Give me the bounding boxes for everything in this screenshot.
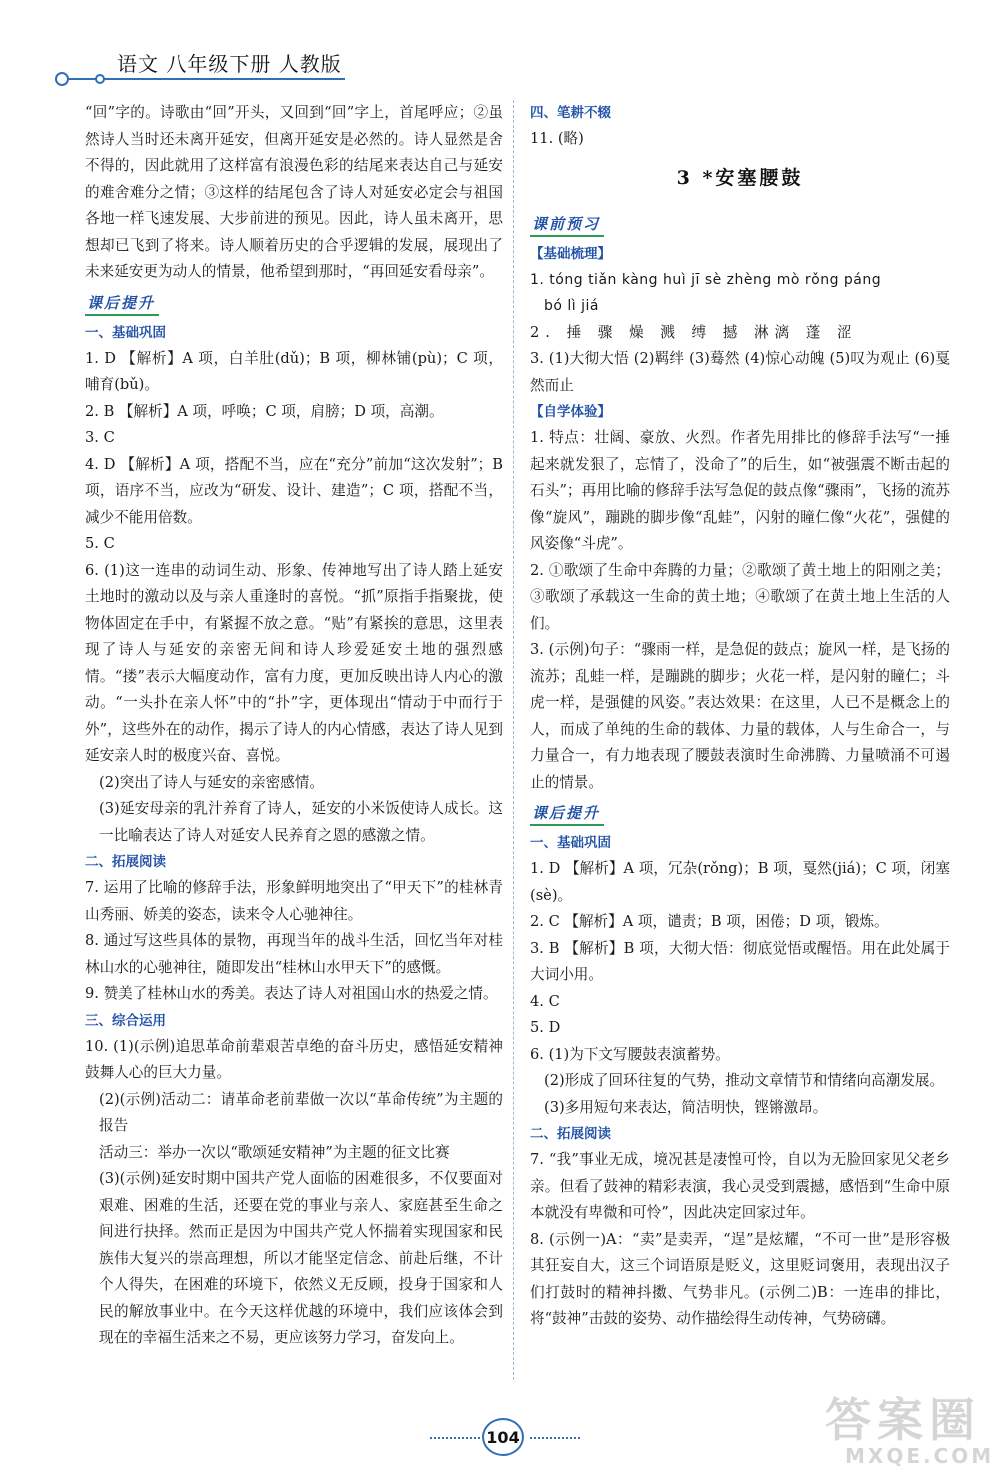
answer-continuation: “回”字的。诗歌由“回”开头，又回到“回”字上，首尾呼应；②虽然诗人当时还未离开延安，但离开延安是必然的。诗人显然是舍不得的，因此就用了这样富有浪漫色彩的结尾来表达自己与延安的难舍难分之情；③这样的结尾包含了诗人对延安必定会与祖国各地一样飞速发展、大步前进的预见。因此，诗人虽未离开，思想却已飞到了将来。诗人顺着历史的合乎逻辑的发展，展现出了未来延安更为动人的情景，他希望到那时，“再回延安看母亲”。 (85, 104, 503, 280)
answer-item: 3. B 【解析】B 项，大彻大悟：彻底觉悟或醒悟。用在此处属于大词小用。 (530, 939, 950, 983)
right-column (530, 100, 950, 1333)
page-number-badge (430, 1418, 580, 1458)
answer-item: 4. D 【解析】A 项，搭配不当，应在“充分”前加“这次发射”；B 项，语序不当，应改为“研发、设计、建造”；C 项，搭配不当，减少不能用倍数。 (85, 455, 503, 526)
dotted-rule (430, 1437, 480, 1439)
answer-item: 5. D (530, 1019, 561, 1036)
answer-item: 5. C (85, 535, 115, 552)
section-title-after-class: 课后提升 (530, 802, 604, 826)
subsection-basic: 一、基础巩固 (530, 835, 611, 851)
subsection-extended-reading: 二、拓展阅读 (85, 854, 166, 870)
subsection-comprehensive: 三、综合运用 (85, 1012, 166, 1029)
answer-item: 2. B 【解析】A 项，呼唤；C 项，肩膀；D 项，高潮。 (85, 402, 444, 420)
site-watermark (825, 1395, 995, 1475)
answer-subitem: (2)突出了诗人与延安的亲密感情。 (99, 773, 324, 791)
header-rule (65, 78, 345, 80)
answer-item: 3. (1)大彻大悟 (2)羁绊 (3)蓦然 (4)惊心动魄 (5)叹为观止 (6)戛然而止 (530, 350, 950, 394)
subsection-extended-reading: 二、拓展阅读 (530, 1126, 611, 1142)
answer-item: 8. (示例一)A：“卖”是卖弄，“逞”是炫耀，“不可一世”是形容极其狂妄自大，这三个词语原是贬义，这里贬词褒用，表现出汉子们打鼓时的精神抖擞、气势非凡。(示例二)B：一连串的排比，将“鼓神”击鼓的姿势、动作描绘得生动传神，气势磅礴。 (530, 1230, 950, 1327)
page-header (55, 40, 355, 90)
answer-item: 2. C 【解析】A 项，谴责；B 项，困倦；D 项，锻炼。 (530, 913, 889, 930)
subsection-basic: 一、基础巩固 (85, 324, 166, 341)
answer-subitem: (3)延安母亲的乳汁养育了诗人，延安的小米饭使诗人成长。这一比喻表达了诗人对延安人民养育之恩的感激之情。 (99, 800, 503, 844)
answer-item: 2. ①歌颂了生命中奔腾的力量；②歌颂了黄土地上的阳刚之美；③歌颂了承载这一生命的黄土地；④歌颂了在黄土地上生活的人们。 (530, 561, 950, 632)
answer-item: 8. 通过写这些具体的景物，再现当年的战斗生活，回忆当年对桂林山水的心驰神往，随即发出“桂林山水甲天下”的感慨。 (85, 932, 503, 976)
answer-subitem: 活动三：举办一次以“歌颂延安精神”为主题的征文比赛 (99, 1143, 450, 1161)
subsection-self-study: 【自学体验】 (530, 404, 611, 420)
answer-item: 7. “我”事业无成，境况甚是凄惶可怜，自以为无脸回家见父老乡亲。但看了鼓神的精彩表演，我心灵受到震撼，感悟到“生命中原本就没有卑微和可怜”，因此决定回家过年。 (530, 1151, 950, 1221)
character-answers: 2. 捶 骤 燥 溅 缚 撼 淋漓 蓬 涩 (530, 323, 858, 341)
answer-item: 1. D 【解析】A 项，白羊肚(dǔ)；B 项，柳林铺(pù)；C 项，哺育(bǔ)。 (85, 349, 503, 393)
chapter-title: 3 *安塞腰鼓 (676, 166, 804, 189)
answer-item: 3. C (85, 429, 115, 446)
watermark-logo-text: 答案圈 (825, 1393, 981, 1447)
section-title-after-class: 课后提升 (85, 292, 159, 316)
header-ornament-dot (95, 74, 105, 84)
pinyin-answers-cont: bó lì jiá (544, 298, 599, 314)
page-number: 104 (482, 1418, 524, 1456)
answer-item: 4. C (530, 992, 560, 1010)
subsection-basic-review: 【基础梳理】 (530, 245, 611, 262)
answer-subitem: (3)(示例)延安时期中国共产党人面临的困难很多，不仅要面对艰难、困难的生活，还要在党的事业与亲人、家庭甚至生命之间进行抉择。然而正是因为中国共产党人怀揣着实现国家和民族伟大复兴的崇高理想，所以才能坚定信念、前赴后继，不计个人得失，在困难的环境下，依然义无反顾，投身于国家和人民的解放事业中。在今天这样优越的环境中，我们应该体会到现在的幸福生活来之不易，更应该努力学习，奋发向上。 (99, 1170, 503, 1346)
answer-item: 9. 赞美了桂林山水的秀美。表达了诗人对祖国山水的热爱之情。 (85, 985, 498, 1002)
answer-subitem: (2)(示例)活动二：请革命老前辈做一次以“革命传统”为主题的报告 (99, 1090, 503, 1134)
subsection-writing: 四、笔耕不辍 (530, 105, 611, 121)
book-title: 语文 八年级下册 人教版 (117, 52, 342, 76)
answer-item: 11. (略) (530, 130, 584, 147)
answer-item: 7. 运用了比喻的修辞手法，形象鲜明地突出了“甲天下”的桂林青山秀丽、娇美的姿态，读来令人心驰神往。 (85, 879, 503, 923)
pinyin-answers: 1. tóng tiǎn kàng huì jī sè zhèng mò rǒng páng (530, 271, 882, 288)
answer-item: 6. (1)这一连串的动词生动、形象、传神地写出了诗人踏上延安土地时的激动以及与亲人重逢时的喜悦。“抓”原指手指聚拢，使物体固定在手中，有紧握不放之意。“贴”有紧挨的意思，这里表现了诗人与延安的亲密无间和诗人珍爱延安土地的强烈感情。“搂”表示大幅度动作，富有力度，更加反映出诗人内心的激动。“一头扑在亲人怀”中的“扑”字，更体现出“情动于中而行于外”，这些外在的动作，揭示了诗人的内心情感，表达了诗人见到延安亲人时的极度兴奋、喜悦。 (85, 561, 503, 764)
answer-item: 10. (1)(示例)追思革命前辈艰苦卓绝的奋斗历史，感悟延安精神鼓舞人心的巨大力量。 (85, 1037, 503, 1081)
left-column (85, 100, 503, 1352)
header-ornament-dot (55, 72, 69, 86)
answer-item: 1. D 【解析】A 项，冗杂(rǒng)；B 项，戛然(jiá)；C 项，闭塞(sè)。 (530, 860, 950, 904)
answer-subitem: (2)形成了回环往复的气势，推动文章情节和情绪向高潮发展。 (544, 1072, 945, 1089)
answer-item: 6. (1)为下文写腰鼓表演蓄势。 (530, 1045, 730, 1063)
answer-item: 1. 特点：壮阔、豪放、火烈。作者先用排比的修辞手法写“一捶起来就发狠了，忘情了，没命了”的后生，如“被强震不断击起的石头”；再用比喻的修辞手法写急促的鼓点像“骤雨”，飞扬的流苏像“旋风”，蹦跳的脚步像“乱蛙”，闪射的瞳仁像“火花”，强健的风姿像“斗虎”。 (530, 429, 950, 552)
answer-subitem: (3)多用短句来表达，简洁明快，铿锵激昂。 (544, 1098, 828, 1116)
watermark-url: MXQE.COM (845, 1444, 995, 1468)
section-title-preview: 课前预习 (530, 213, 604, 237)
column-divider (513, 100, 515, 1380)
dotted-rule (530, 1437, 580, 1439)
answer-item: 3. (示例)句子：“骤雨一样，是急促的鼓点；旋风一样，是飞扬的流苏；乱蛙一样，是蹦跳的脚步；火花一样，是闪射的瞳仁；斗虎一样，是强健的风姿。”表达效果：在这里，人已不是概念上的人，而成了单纯的生命的载体、力量的载体，人与生命合一，与力量合一，有力地表现了腰鼓表演时生命沸腾、力量喷涌不可遏止的情景。 (530, 641, 950, 791)
